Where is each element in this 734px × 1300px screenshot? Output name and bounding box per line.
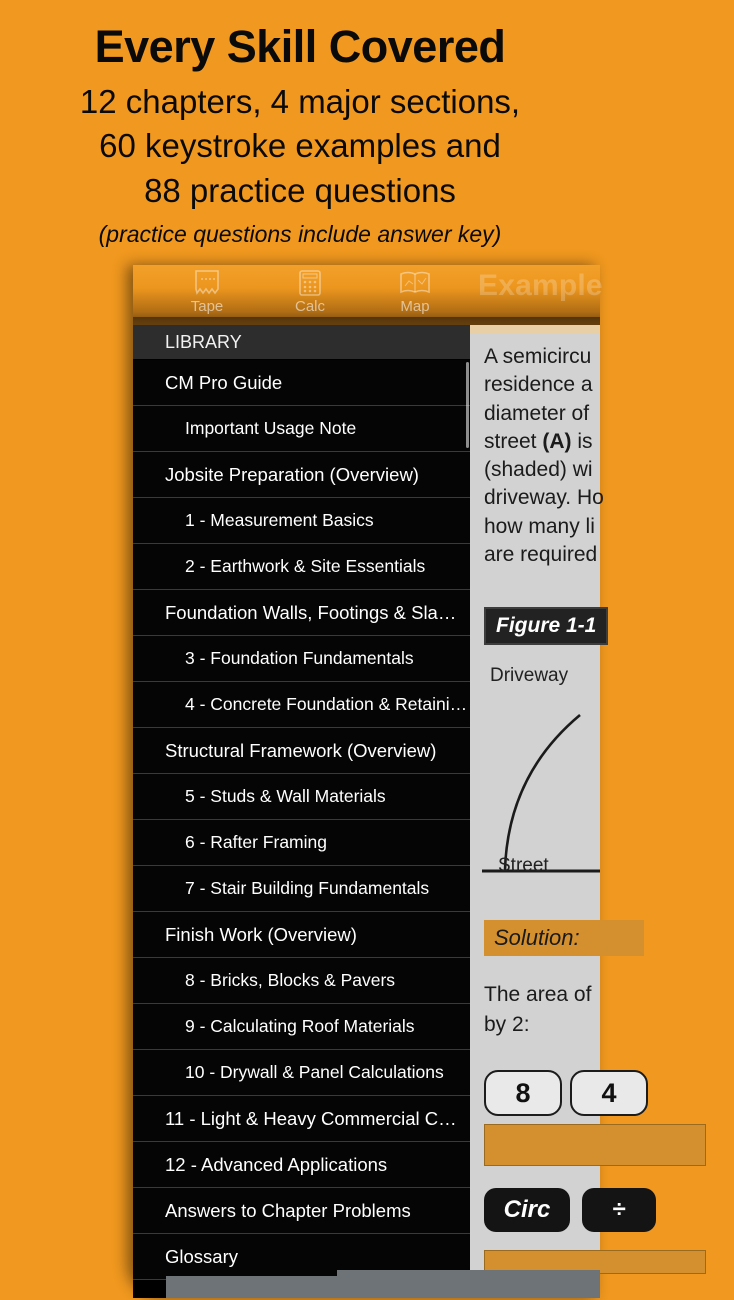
paragraph-line: (shaded) wi — [484, 458, 593, 482]
library-item[interactable]: 10 - Drywall & Panel Calculations — [133, 1050, 470, 1096]
tab-calc-label: Calc — [294, 298, 325, 315]
promo-line-3: 88 practice questions — [144, 171, 456, 209]
key-circ[interactable]: Circ — [484, 1188, 570, 1232]
library-item[interactable]: Structural Framework (Overview) — [133, 728, 470, 774]
app-toolbar — [133, 265, 603, 325]
content-panel — [470, 325, 626, 1298]
content-top-band — [470, 325, 600, 333]
promo-line-1: 12 chapters, 4 major sections, — [79, 83, 521, 120]
key-4[interactable]: 4 — [570, 1070, 648, 1116]
library-header: LIBRARY — [133, 325, 470, 360]
library-item[interactable]: CM Pro Guide — [133, 360, 470, 406]
library-item[interactable]: Glossary — [133, 1234, 470, 1280]
paragraph-line: residence a — [484, 373, 593, 397]
tab-tape[interactable] — [155, 267, 259, 323]
library-item[interactable]: 3 - Foundation Fundamentals — [133, 636, 470, 682]
solution-line: by 2: — [484, 1013, 530, 1036]
solution-line: The area of — [484, 983, 592, 1006]
library-item[interactable]: 5 - Studs & Wall Materials — [133, 774, 470, 820]
tab-calc[interactable] — [258, 267, 362, 323]
page-title: Example — [478, 269, 603, 302]
library-panel — [133, 325, 470, 1298]
library-item[interactable]: 12 - Advanced Applications — [133, 1142, 470, 1188]
library-item[interactable]: 2 - Earthwork & Site Essentials — [133, 544, 470, 590]
library-item[interactable]: Answers to Chapter Problems — [133, 1188, 470, 1234]
paragraph-line: driveway. Ho — [484, 486, 604, 510]
app-window — [133, 265, 626, 1298]
library-item[interactable]: 1 - Measurement Basics — [133, 498, 470, 544]
tab-map[interactable] — [363, 267, 467, 323]
paragraph-line: street (A) is — [484, 429, 593, 453]
solution-badge: Solution: — [484, 920, 644, 956]
tab-map-label: Map — [400, 298, 430, 315]
library-item[interactable]: Finish Work (Overview) — [133, 912, 470, 958]
scrollbar-thumb[interactable] — [466, 362, 469, 448]
toolbar-tabs — [133, 265, 473, 325]
solution-text — [484, 980, 734, 1040]
figure-driveway-label: Driveway — [490, 665, 569, 686]
tape-icon — [155, 269, 259, 299]
library-item[interactable]: Foundation Walls, Footings & Sla… — [133, 590, 470, 636]
key-8[interactable]: 8 — [484, 1070, 562, 1116]
figure-street-label: Street — [498, 855, 549, 876]
promo-line-2: 60 keystroke examples and — [99, 127, 501, 165]
promo-header — [0, 0, 600, 265]
library-item[interactable]: 7 - Stair Building Fundamentals — [133, 866, 470, 912]
library-item[interactable]: 11 - Light & Heavy Commercial C… — [133, 1096, 470, 1142]
library-item[interactable]: 9 - Calculating Roof Materials — [133, 1004, 470, 1050]
library-item[interactable]: Important Usage Note — [133, 406, 470, 452]
keystroke-row — [484, 1070, 724, 1300]
paragraph-line: diameter of — [484, 401, 590, 425]
key-divide[interactable]: ÷ — [582, 1188, 656, 1232]
library-item[interactable]: 4 - Concrete Foundation & Retaini… — [133, 682, 470, 728]
promo-note: (practice questions include answer key) — [98, 220, 502, 247]
paragraph-line: A semicircu — [484, 345, 592, 368]
example-paragraph — [484, 343, 734, 569]
keystroke-highlight-bar — [484, 1124, 706, 1166]
library-list[interactable] — [133, 360, 470, 1298]
promo-title: Every Skill Covered — [94, 21, 506, 72]
tab-tape-label: Tape — [190, 298, 224, 315]
library-item[interactable]: 8 - Bricks, Blocks & Pavers — [133, 958, 470, 1004]
library-item[interactable]: 6 - Rafter Framing — [133, 820, 470, 866]
figure-caption: Figure 1-1 — [484, 607, 608, 645]
paragraph-line: are required — [484, 543, 598, 567]
map-icon — [363, 269, 467, 299]
paragraph-line: how many li — [484, 514, 595, 538]
library-item[interactable]: Jobsite Preparation (Overview) — [133, 452, 470, 498]
bottom-status-bar-right — [337, 1270, 600, 1298]
calculator-icon — [258, 269, 362, 299]
driveway-figure — [470, 655, 600, 905]
